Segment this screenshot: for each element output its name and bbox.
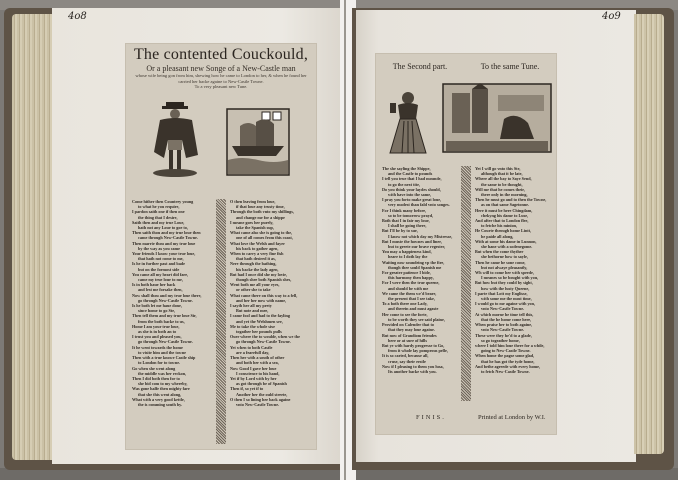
verse-line: that hath not come to me, xyxy=(138,256,184,262)
verse-line: cruse, say their eestle xyxy=(388,358,426,364)
verse-line: to what he you require, xyxy=(138,204,180,210)
verse-line: Where all the bay to Saye Send, xyxy=(475,176,532,182)
verse-line: It is so caried, because all, xyxy=(382,353,429,359)
left-page-edges xyxy=(12,14,52,460)
verse-line: as she is in both an to xyxy=(138,329,177,335)
verse-line: Then he must go and to then the Towne, xyxy=(475,197,547,203)
verse-line: and the Castle to pounds xyxy=(388,171,433,177)
verse-line: Wh will to come her with speede, xyxy=(475,270,534,276)
verse-line: Your friends I know your true loue, xyxy=(132,251,196,257)
verse-line: since home to go Ste, xyxy=(138,308,176,314)
verse-line: Do you think your laydes should, xyxy=(382,186,441,192)
ballad-subtitle-detail: whose wife being gon from him, shewing how he came to London to her, & when he found her carried her backe againe to New-Castle Towne. xyxy=(135,73,307,84)
verse-line: she bid com to my whereby, xyxy=(138,381,188,387)
verse-line: To a both there one Lady, xyxy=(382,301,428,307)
verse-line: Now Good I gave her loue xyxy=(230,365,277,371)
verse-line: vnto New-Castle Towne. xyxy=(481,306,525,312)
verse-line: And after that to London flee, xyxy=(475,218,529,224)
verse-line: if that loue any trusty time, xyxy=(236,204,285,210)
verse-line: but not alwaye pleasantly, xyxy=(481,264,528,270)
ballad-title: The contented Couckould, xyxy=(133,46,309,63)
verse-line: Is he both let me haue done, xyxy=(132,303,182,309)
verse-line: as got through be of Spanish xyxy=(236,381,287,387)
verse-line: Will me that he comes their, xyxy=(475,186,525,192)
verse-line: although that it be late, xyxy=(481,171,523,177)
verse-line: And bethe agreede with every home, xyxy=(475,363,541,369)
verse-column-left xyxy=(130,199,214,444)
verse-line: go through New-Castle Towne. xyxy=(138,297,193,303)
verse-line: Come hither then Countrey young xyxy=(132,199,194,204)
verse-line: But I muste the hownes and liner, xyxy=(382,238,442,244)
ballad-tune: To a very pleasant new Tune. xyxy=(194,84,248,89)
verse-line: I would go to me againe with yon, xyxy=(475,301,536,307)
verse-line: I sayth her all my prety xyxy=(230,303,272,309)
verse-line: going to New-Castle Towne. xyxy=(481,348,531,354)
verse-line: to fetch New-Castle Towne. xyxy=(481,368,530,374)
verse-line: heare to I doth lay the xyxy=(388,254,428,260)
verse-column-right xyxy=(473,166,552,401)
verse-line: He Courte through home Lintt, xyxy=(475,228,532,234)
verse-line: with some me the most time, xyxy=(481,296,532,302)
verse-line: Both that I in fair my loue, xyxy=(382,218,430,224)
second-part-heading: The Second part. xyxy=(392,62,448,71)
verse-line: chekyng his dame to Luse, xyxy=(481,212,529,218)
verse-line: Then saith thou and my true loue then xyxy=(132,230,201,236)
ballad-subtitle: Or a pleasant new Songe of a New-Castle man xyxy=(146,64,296,73)
verse-line: Then I did both then for to xyxy=(132,375,180,381)
verse-line: she hane with a sodenegome. xyxy=(481,244,533,250)
verse-line: and both her with a sea, xyxy=(236,360,279,366)
verse-line: What with a very good kettle, xyxy=(132,396,185,402)
verse-line: and her her now with name, xyxy=(236,297,287,303)
verse-line: she bethorne how to sayle, xyxy=(481,254,528,260)
verse-line: When to carry a very fine fish xyxy=(230,251,284,257)
verse-line: Home I am your true loue, xyxy=(132,323,180,329)
verse-line: go through New-Castle Towne. xyxy=(236,339,291,345)
verse-line: Now shall thou and my true loue there, xyxy=(132,292,202,298)
verse-line: that the he home come here, xyxy=(481,316,532,322)
verse-line: came through New-Castle Towne. xyxy=(138,235,198,241)
verse-line: the is comming south by. xyxy=(138,401,183,407)
verse-line: or other she to take xyxy=(236,287,271,293)
verse-columns-part-two xyxy=(380,166,552,401)
verse-line: though shee both Spanish shes, xyxy=(236,277,292,283)
woodcuts-part-one xyxy=(126,94,316,179)
verse-line: At which morne he time tell this, xyxy=(475,311,534,317)
verse-line: These were they he'd to a glade, xyxy=(475,332,532,338)
verse-line: Is he in further past and bade xyxy=(132,261,185,267)
verse-line: very modest than fald vnto songes. xyxy=(388,202,450,208)
verse-line: For I think many before, xyxy=(382,207,427,213)
verse-line: from it whole lay pomprous pelle, xyxy=(388,348,448,354)
verse-line: Saith then and my true Loue, xyxy=(132,219,185,225)
woodcut-man-icon xyxy=(146,100,204,180)
verse-line: What love the Welsh and fayer xyxy=(230,240,285,246)
verse-line: I trust you and pleased you, xyxy=(132,334,182,340)
verse-line: Her come to see the forte, xyxy=(382,311,428,317)
verse-line: Yet I will go vnto this Ste, xyxy=(475,166,521,171)
verse-line: Its another backe with you. xyxy=(388,368,437,374)
verse-line: I know not which day my Mistresse, xyxy=(388,233,453,239)
finis-mark: FINIS. xyxy=(416,414,446,421)
verse-line: I came fool and had to the fayling xyxy=(230,313,290,319)
right-folio-number: 4o9 xyxy=(602,11,621,22)
verse-line: as on that same Sagetonne. xyxy=(481,202,530,208)
verse-line: vnto New-Castle Towne. xyxy=(481,327,525,333)
verse-line: I meane goes her purely, xyxy=(230,219,274,225)
verse-line: but to greete our brave regester, xyxy=(388,244,446,250)
verse-line: When home the pagse some glad, xyxy=(475,353,535,359)
verse-line: Then he came he sone come, xyxy=(475,259,526,265)
right-page-edges xyxy=(634,14,664,454)
verse-line: For greater patience I bide, xyxy=(382,270,431,276)
verse-line: Then marrie thou and my true loue xyxy=(132,240,196,246)
verse-line: Waiting now soundeing vp the fire, xyxy=(382,259,445,265)
verse-line: togather her pounds pulls xyxy=(236,329,282,335)
verse-line: I tell you true that I had mounde, xyxy=(382,176,442,182)
tune-heading: To the same Tune. xyxy=(480,62,540,71)
verse-line: Go when she went along xyxy=(132,365,176,371)
verse-line: Was gone halfe then mighty fare xyxy=(132,386,190,392)
woodcut-ship-icon xyxy=(226,108,290,176)
broadside-part-one xyxy=(126,44,316,449)
verse-line: that hath desired it as, xyxy=(236,256,276,262)
verse-line: to fetche his minion, xyxy=(481,223,518,229)
verse-line: and should be with me xyxy=(388,285,429,291)
verse-line: and therein and must agaste xyxy=(388,306,439,312)
verse-line: For I were then the true queene, xyxy=(382,280,440,286)
verse-line: that they may loue againe. xyxy=(388,327,435,333)
verse-line: But how but they could by sight, xyxy=(475,280,533,286)
broadside-part-two xyxy=(376,54,556,434)
verse-line: he paide all along, xyxy=(481,233,514,239)
verse-line: I pray you forto make great loue, xyxy=(382,197,442,203)
verse-line: You may a happieness kind, xyxy=(382,249,432,255)
verse-line: the thing that I desire, xyxy=(138,214,178,220)
verse-line: his back to gather agen, xyxy=(236,245,279,251)
verse-line: so to be tomorrow prayd, xyxy=(388,212,434,218)
verse-line: the middle was her reckon, xyxy=(138,370,187,376)
verse-line: I shall be going there, xyxy=(388,223,427,229)
verse-line: but on the formost side xyxy=(138,266,180,272)
verse-line: Another her the ould streete, xyxy=(236,391,288,397)
verse-line: are a fearefull day, xyxy=(236,349,270,355)
verse-line: I meanes so be bought with you, xyxy=(481,275,539,281)
verse-column-left xyxy=(380,166,459,401)
verse-line: Went both me all your eyes, xyxy=(230,282,280,288)
verse-line: What came there on this way to a fell, xyxy=(230,292,298,298)
verse-line: But had I once did she my lovie, xyxy=(230,271,288,277)
verse-line: But now of Grandiom friendes xyxy=(382,332,437,338)
verse-line: Provided on Calender that to xyxy=(382,322,434,328)
verse-line: Then with a true knowe Castle ship xyxy=(132,355,196,361)
verse-line: so go togeather home, xyxy=(481,337,520,343)
verse-line: this harmony then happy, xyxy=(388,275,434,281)
verse-line: to London for to towne. xyxy=(138,360,181,366)
left-folio-number: 4o8 xyxy=(68,11,87,22)
verse-line: the same to be thought, xyxy=(481,181,523,187)
verse-line: We came the them we'd beare, xyxy=(382,290,437,296)
verse-line: his backe the lady agen, xyxy=(236,266,279,272)
verse-line: I pardon saith one if then one xyxy=(132,209,185,215)
verse-line: Nere through the bathing, xyxy=(230,261,277,267)
verse-line: Yet if by Lord with by her xyxy=(230,375,277,381)
verse-line: O then I so lining hee back againe xyxy=(230,396,291,402)
verse-line: go through New-Castle Towne. xyxy=(138,339,193,345)
verse-line: Me to take the whole sixe xyxy=(230,323,276,329)
verse-line: to be worth they see said plaine, xyxy=(388,316,445,322)
verse-columns-part-one xyxy=(130,199,312,444)
verse-line: Then if, so yet if to xyxy=(230,386,264,392)
verse-line: But note and mee, xyxy=(236,308,269,314)
verse-line: O then leaving from loue, xyxy=(230,199,276,204)
verse-line: Yet when to both Castle xyxy=(230,344,273,350)
column-ornament-divider xyxy=(461,166,471,401)
verse-line: With at some his dame in Lunnon, xyxy=(475,238,537,244)
printer-imprint: Printed at London by W.I. xyxy=(478,414,546,421)
verse-line: by the way as you came xyxy=(138,245,180,251)
verse-line: how with the lusty Queene, xyxy=(481,285,530,291)
verse-line: I conscience to his hand, xyxy=(236,370,280,376)
verse-line: and yet the Welshmen see, xyxy=(236,318,283,324)
verse-line: came my true loue to me, xyxy=(138,277,183,283)
verse-line: here or at sure of hills xyxy=(388,337,427,343)
verse-line: where I told him loue there for a while, xyxy=(475,342,545,348)
verse-line: Now if I pleasing to them you lusa, xyxy=(382,363,444,369)
verse-line: Is in both haue her back xyxy=(132,282,176,288)
verse-line: though thee sould Spanish me xyxy=(388,264,442,270)
verse-line: there only in the morning, xyxy=(481,192,528,198)
verse-column-right xyxy=(228,199,312,444)
verse-line: What came also she is going to the, xyxy=(230,230,293,236)
verse-line: with have into the same, xyxy=(388,192,432,198)
verse-line: You came all my heart did fare, xyxy=(132,271,189,277)
woodcuts-part-two xyxy=(376,75,556,157)
verse-line: one of all comes from this coast, xyxy=(236,235,293,241)
part-heading-row xyxy=(376,62,556,71)
verse-line: and change me for a shippe xyxy=(236,214,285,220)
woodcut-town-scene-icon xyxy=(442,83,552,153)
verse-line: I parte that Lott my Englisse, xyxy=(475,290,528,296)
verse-line: The she sayling the Shippe, xyxy=(382,166,431,171)
verse-line: Through the both vnto my shillings, xyxy=(230,209,294,215)
verse-line: to visite him and the towne xyxy=(138,349,187,355)
verse-line: take the Spanish sup, xyxy=(236,225,274,231)
verse-line: hath not any Loue to goe to, xyxy=(138,225,188,231)
verse-line: But I'll be by to sue, xyxy=(382,228,418,234)
verse-line: Ouer where the to wouldr, when we the xyxy=(230,334,300,340)
verse-line: Then her with a south of other xyxy=(230,355,285,361)
verse-line: to go the next tite, xyxy=(388,181,420,187)
verse-line: that she this went along, xyxy=(138,391,182,397)
verse-line: that he has got the tyde home, xyxy=(481,358,535,364)
verse-line: from the both backe to us, xyxy=(138,318,185,324)
column-ornament-divider xyxy=(216,199,226,444)
verse-line: the present that I see take, xyxy=(388,296,435,302)
verse-line: But when the come thyther xyxy=(475,249,524,255)
verse-line: It he went towards the home xyxy=(132,344,183,350)
verse-line: But ye with hardy progresse to Go, xyxy=(382,342,445,348)
verse-line: vnto New-Castle Towne. xyxy=(236,401,280,407)
verse-line: and lest me forsake then, xyxy=(138,287,183,293)
verse-line: When praise her to both againe, xyxy=(475,322,533,328)
woodcut-lady-icon xyxy=(386,89,430,155)
verse-line: Then tell them and my true loue Sir, xyxy=(132,313,197,319)
verse-line: Here it must be here Chingdam, xyxy=(475,207,533,213)
